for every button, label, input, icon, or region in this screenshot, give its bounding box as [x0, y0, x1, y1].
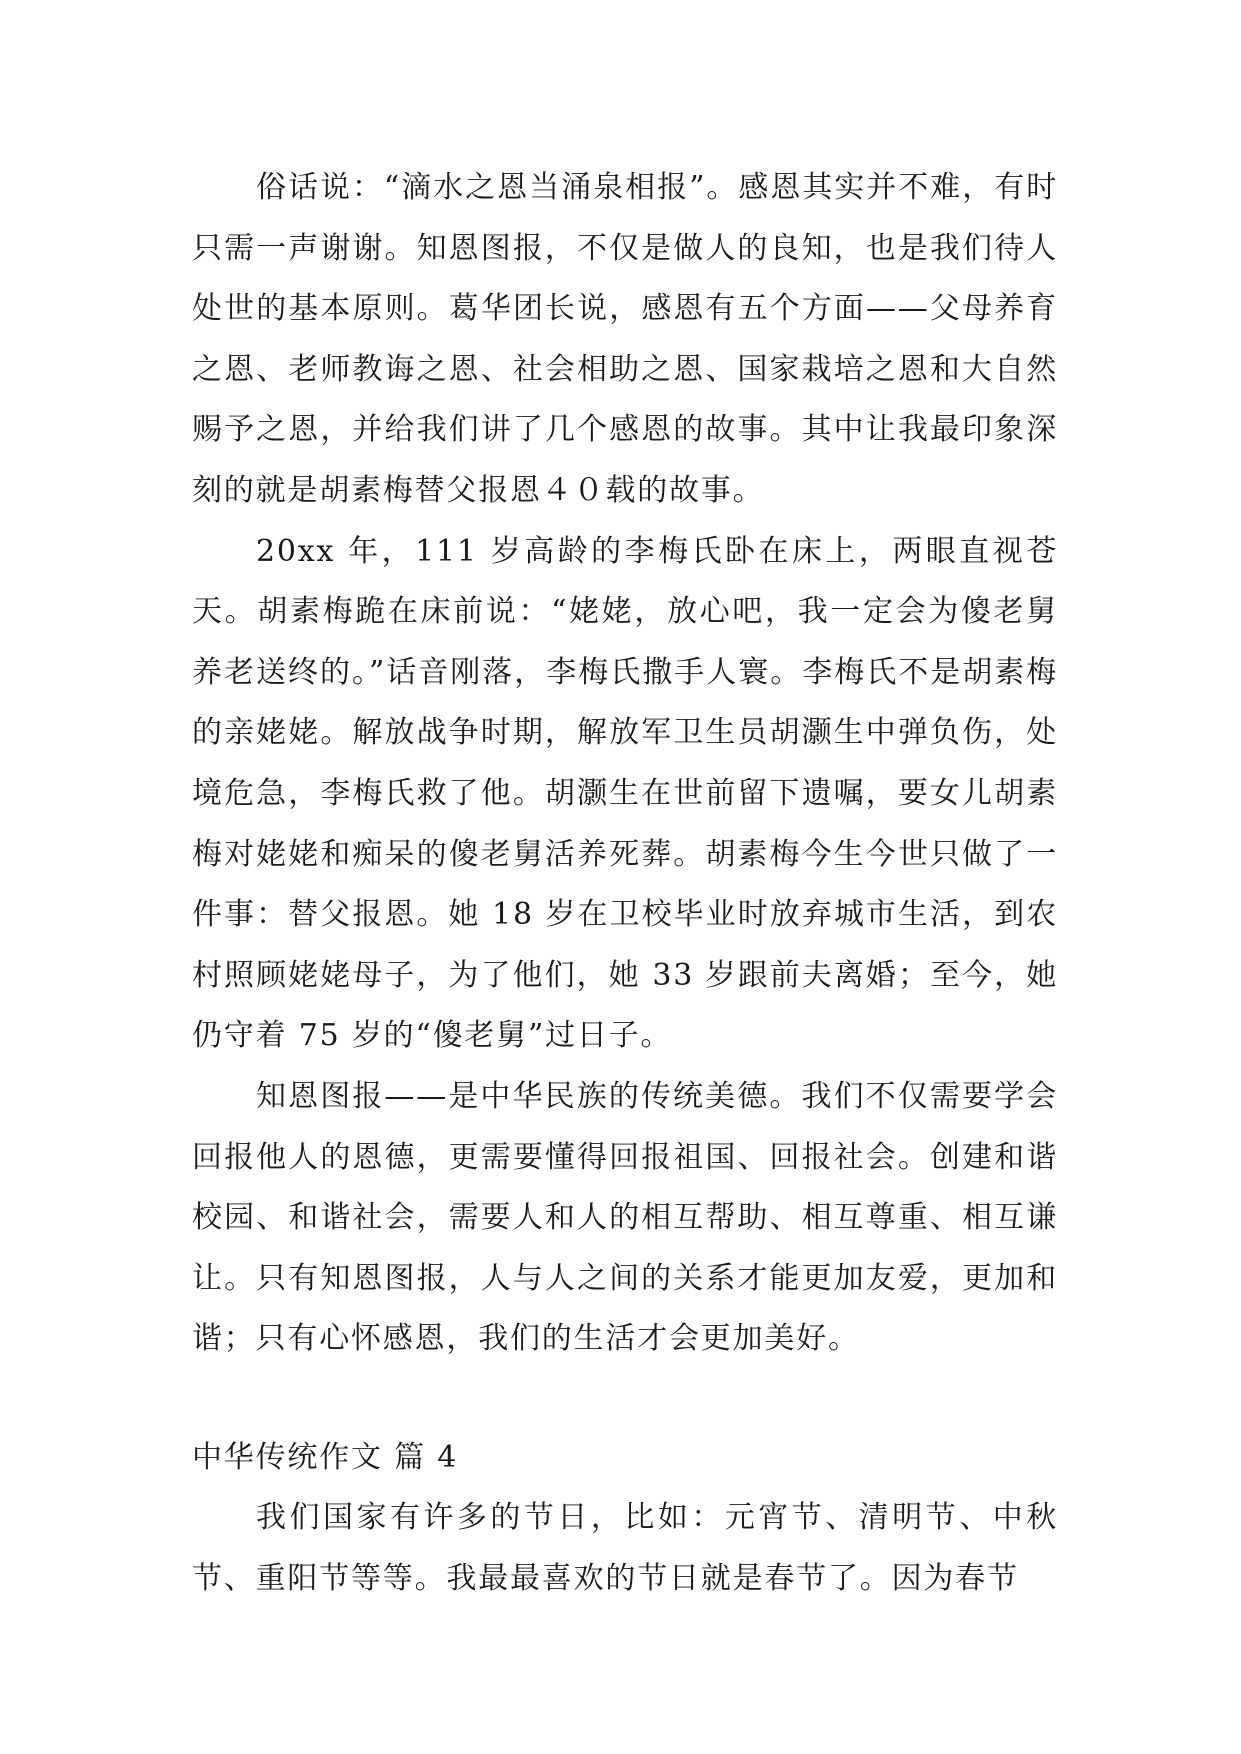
paragraph-hu-sumei-story: 20xx 年，111 岁高龄的李梅氏卧在床上，两眼直视苍天。胡素梅跪在床前说：“姥姥，放心吧，我一定会为傻老舅养老送终的。”话音刚落，李梅氏撒手人寰。李梅氏不是胡素梅的亲姥姥。解放战争时期，解放军卫生员胡灏生中弹负伤，处境危急，李梅氏救了他。胡灏生在世前留下遗嘱，要女儿胡素梅对姥姥和痴呆的傻老舅活养死葬。胡素梅今生今世只做了一件事：替父报恩。她 18 岁在卫校毕业时放弃城市生活，到农村照顾姥姥母子，为了他们，她 33 岁跟前夫离婚；至今，她仍守着 75 岁的“傻老舅”过日子。	[192, 533, 1058, 1054]
document-body	[192, 158, 1058, 1610]
paragraph-gratitude-intro: 俗话说：“滴水之恩当涌泉相报”。感恩其实并不难，有时只需一声谢谢。知恩图报，不仅是做人的良知，也是我们待人处世的基本原则。葛华团长说，感恩有五个方面——父母养育之恩、老师教诲之恩、社会相助之恩、国家栽培之恩和大自然赐予之恩，并给我们讲了几个感恩的故事。其中让我最印象深刻的就是胡素梅替父报恩４０载的故事。	[192, 170, 1058, 508]
paragraph-traditional-virtue: 知恩图报——是中华民族的传统美德。我们不仅需要学会回报他人的恩德，更需要懂得回报祖国、回报社会。创建和谐校园、和谐社会，需要人和人的相互帮助、相互尊重、相互谦让。只有知恩图报，人与人之间的关系才能更加友爱，更加和谐；只有心怀感恩，我们的生活才会更加美好。	[192, 1078, 1058, 1357]
section-heading: 中华传统作文 篇 4	[192, 1439, 459, 1475]
paragraph-festivals: 我们国家有许多的节日，比如：元宵节、清明节、中秋节、重阳节等等。我最最喜欢的节日就是春节了。因为春节	[192, 1500, 1058, 1597]
